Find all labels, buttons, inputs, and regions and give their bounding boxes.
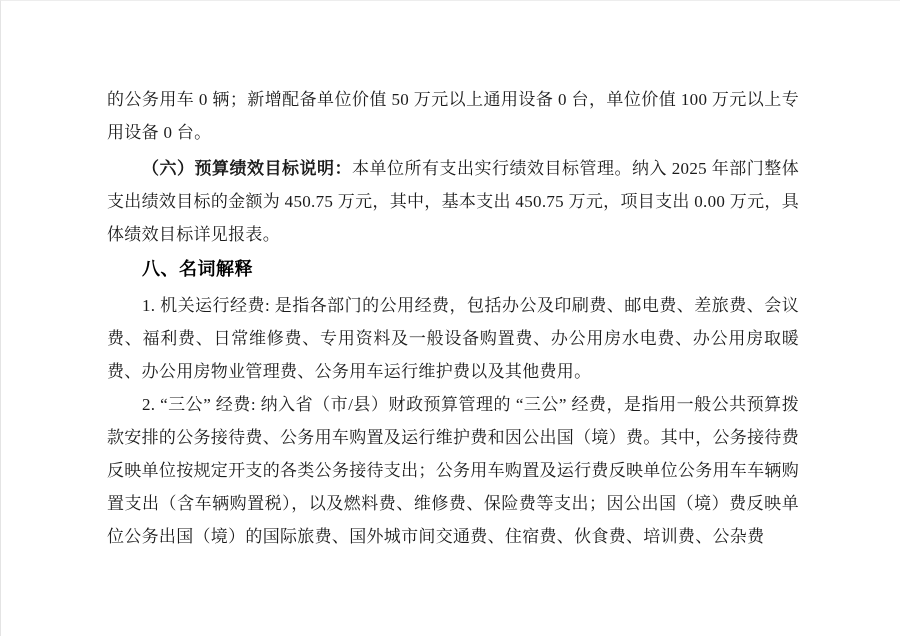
document-body <box>107 83 799 553</box>
section-heading-glossary: 八、名词解释 <box>142 259 253 279</box>
paragraph-carryover-vehicles-equipment: 的公务用车 0 辆；新增配备单位价值 50 万元以上通用设备 0 台，单位价值 100 万元以上专用设备 0 台。 <box>107 90 799 142</box>
paragraph-budget-performance-targets <box>107 152 799 251</box>
paragraph-term-agency-operating-expenses: 1. 机关运行经费: 是指各部门的公用经费，包括办公及印刷费、邮电费、差旅费、会议费、福利费、日常维修费、专用资料及一般设备购置费、办公用房水电费、办公用房取暖费、办公用房物业管理费、公务用车运行维护费以及其他费用。 <box>107 296 799 381</box>
paragraph-body-text: 本单位所有支出实行绩效目标管理。纳入 2025 年部门整体支出绩效目标的金额为 450.75 万元，其中，基本支出 450.75 万元，项目支出 0.00 万元，具体绩效目标详见报表。 <box>107 159 799 244</box>
paragraph-term-three-public-expenses: 2. “三公” 经费: 纳入省（市/县）财政预算管理的 “三公” 经费，是指用一般公共预算拨款安排的公务接待费、公务用车购置及运行维护费和因公出国（境）费。其中，公务接待费反映单位按规定开支的各类公务接待支出；公务用车购置及运行费反映单位公务用车车辆购置支出（含车辆购置税），以及燃料费、维修费、保险费等支出；因公出国（境）费反映单位公务出国（境）的国际旅费、国外城市间交通费、住宿费、伙食费、培训费、公杂费 <box>107 395 799 546</box>
paragraph-lead-bold: （六）预算绩效目标说明： <box>142 159 352 178</box>
